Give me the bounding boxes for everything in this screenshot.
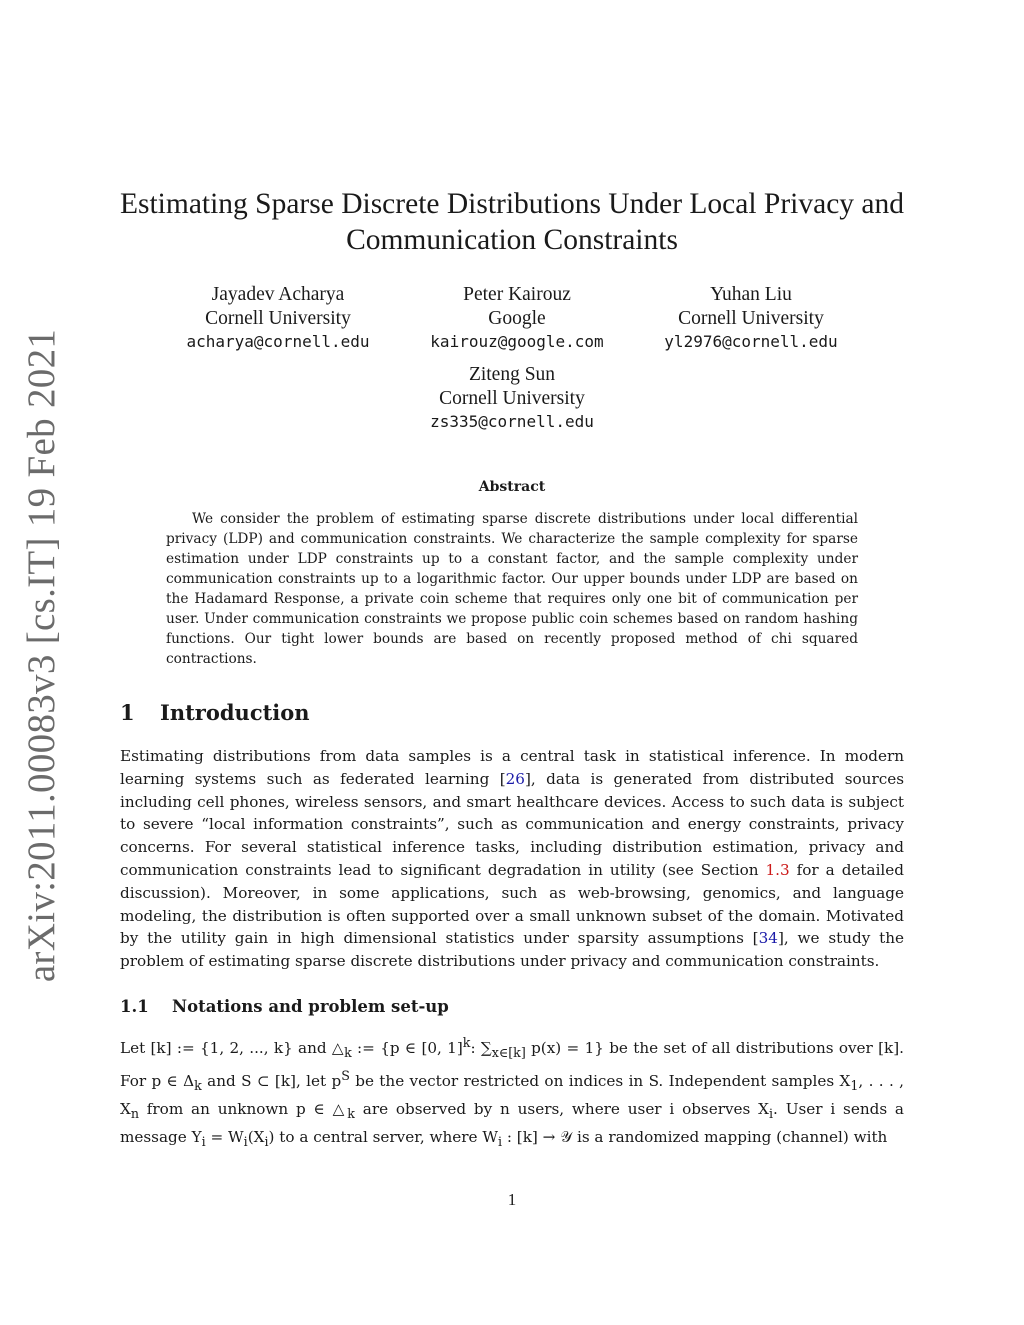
setup-text: be the vector restricted on indices in S. Independent samples X (349, 1071, 851, 1090)
intro-text-2: ], data is generated from distributed sources including cell phones, wireless sensors, and smart healthcare devices. Access to such data is subject to severe “local information constraints”, such as communication and energy constraints, privacy concerns. For several statistical inference tasks, including distribution estimation, privacy and communication constraints lead to significant degradation in utility (see Section (120, 769, 905, 879)
author-email[interactable]: kairouz@google.com (430, 332, 604, 351)
title-line-1: Estimating Sparse Discrete Distributions Under Local Privacy and (119, 188, 905, 220)
title-line-2: Communication Constraints (346, 224, 678, 256)
section-title: Introduction (160, 700, 310, 725)
abstract-heading: Abstract (478, 479, 546, 495)
setup-text: Let [k] := {1, 2, ..., k} and △ (120, 1039, 345, 1058)
section-heading-introduction (120, 700, 310, 725)
math-superscript: S (341, 1067, 350, 1083)
setup-text: ) to a central server, where W (268, 1127, 498, 1146)
arxiv-identifier-margin (20, 328, 64, 982)
math-subscript: i (243, 1133, 248, 1149)
setup-paragraph (120, 1032, 904, 1153)
author-name: Peter Kairouz (463, 284, 571, 305)
citation-link[interactable]: 34 (758, 929, 778, 948)
math-subscript: i (497, 1133, 503, 1149)
author-block-liu (631, 283, 871, 354)
paper-title (110, 186, 914, 258)
section-reference-link[interactable]: 1.3 (765, 860, 790, 879)
setup-text: = W (205, 1127, 244, 1146)
author-email[interactable]: yl2976@cornell.edu (664, 332, 838, 351)
setup-text: , . . . , X (120, 1071, 904, 1118)
setup-text: (X (247, 1127, 265, 1146)
setup-text: p(x) = 1} be the set of all distributions over [k]. For p ∈ Δ (120, 1039, 904, 1090)
author-email[interactable]: acharya@cornell.edu (186, 332, 370, 351)
intro-text-1: Estimating distributions from data samples is a central task in statistical inference. In modern learning systems such as federated learning [ (120, 747, 904, 788)
author-affiliation: Cornell University (439, 387, 585, 409)
math-subscript: 1 (850, 1077, 859, 1093)
setup-text: . User i sends a message Y (120, 1099, 904, 1146)
setup-text: : ∑ (470, 1039, 492, 1058)
introduction-paragraph (120, 745, 904, 973)
author-affiliation: Cornell University (678, 307, 824, 329)
math-superscript: k (462, 1035, 471, 1050)
arxiv-identifier: arXiv:2011.00083v3 [cs.IT] 19 Feb 2021 (20, 328, 64, 982)
math-subscript: i (201, 1133, 206, 1149)
subsection-title: Notations and problem set-up (172, 997, 449, 1016)
math-subscript: i (264, 1133, 269, 1149)
subsection-heading-notations (120, 997, 449, 1016)
math-subscript: x∈[k] (491, 1045, 526, 1061)
math-subscript: n (130, 1105, 139, 1121)
author-block-kairouz (397, 283, 637, 354)
author-affiliation: Cornell University (205, 307, 351, 329)
author-block-acharya (158, 283, 398, 354)
setup-text: : [k] → 𝒴 is a randomized mapping (channel) with (502, 1127, 888, 1146)
author-name: Yuhan Liu (710, 284, 792, 305)
math-subscript: k (344, 1045, 352, 1061)
author-email[interactable]: zs335@cornell.edu (430, 412, 594, 431)
intro-text-3: for a detailed discussion). Moreover, in some applications, such as web-browsing, genomics, and language modeling, the distribution is often supported over a small unknown subset of the domain. Motivated by the utility gain in high dimensional statistics under sparsity assumptions [ (120, 860, 904, 948)
setup-text: := {p ∈ [0, 1] (351, 1039, 463, 1058)
section-number: 1 (120, 700, 135, 725)
author-block-sun (392, 363, 632, 434)
abstract-text: We consider the problem of estimating sparse discrete distributions under local differential privacy (LDP) and communication constraints. We characterize the sample complexity for sparse estimation under LDP constraints up to a constant factor, and the sample complexity under communication constraints up to a logarithmic factor. Our upper bounds under LDP are based on the Hadamard Response, a private coin scheme that requires only one bit of communication per user. Under communication constraints we propose public coin schemes based on random hashing functions. Our tight lower bounds are based on recently proposed method of chi squared contractions. (166, 511, 858, 667)
intro-text-4: ], we study the problem of estimating sparse discrete distributions under privacy and communication constraints. (120, 929, 904, 971)
math-subscript: k (194, 1077, 202, 1093)
author-name: Jayadev Acharya (211, 284, 345, 305)
setup-text: are observed by n users, where user i observes X (354, 1099, 769, 1118)
math-subscript: i (768, 1105, 774, 1121)
subsection-number: 1.1 (120, 997, 149, 1016)
math-subscript: k (347, 1105, 355, 1121)
author-affiliation: Google (488, 307, 546, 329)
page-number: 1 (507, 1190, 517, 1209)
setup-text: and S ⊂ [k], let p (201, 1071, 342, 1090)
citation-link[interactable]: 26 (505, 769, 525, 788)
author-name: Ziteng Sun (468, 364, 556, 385)
setup-text: from an unknown p ∈ △ (138, 1099, 348, 1118)
